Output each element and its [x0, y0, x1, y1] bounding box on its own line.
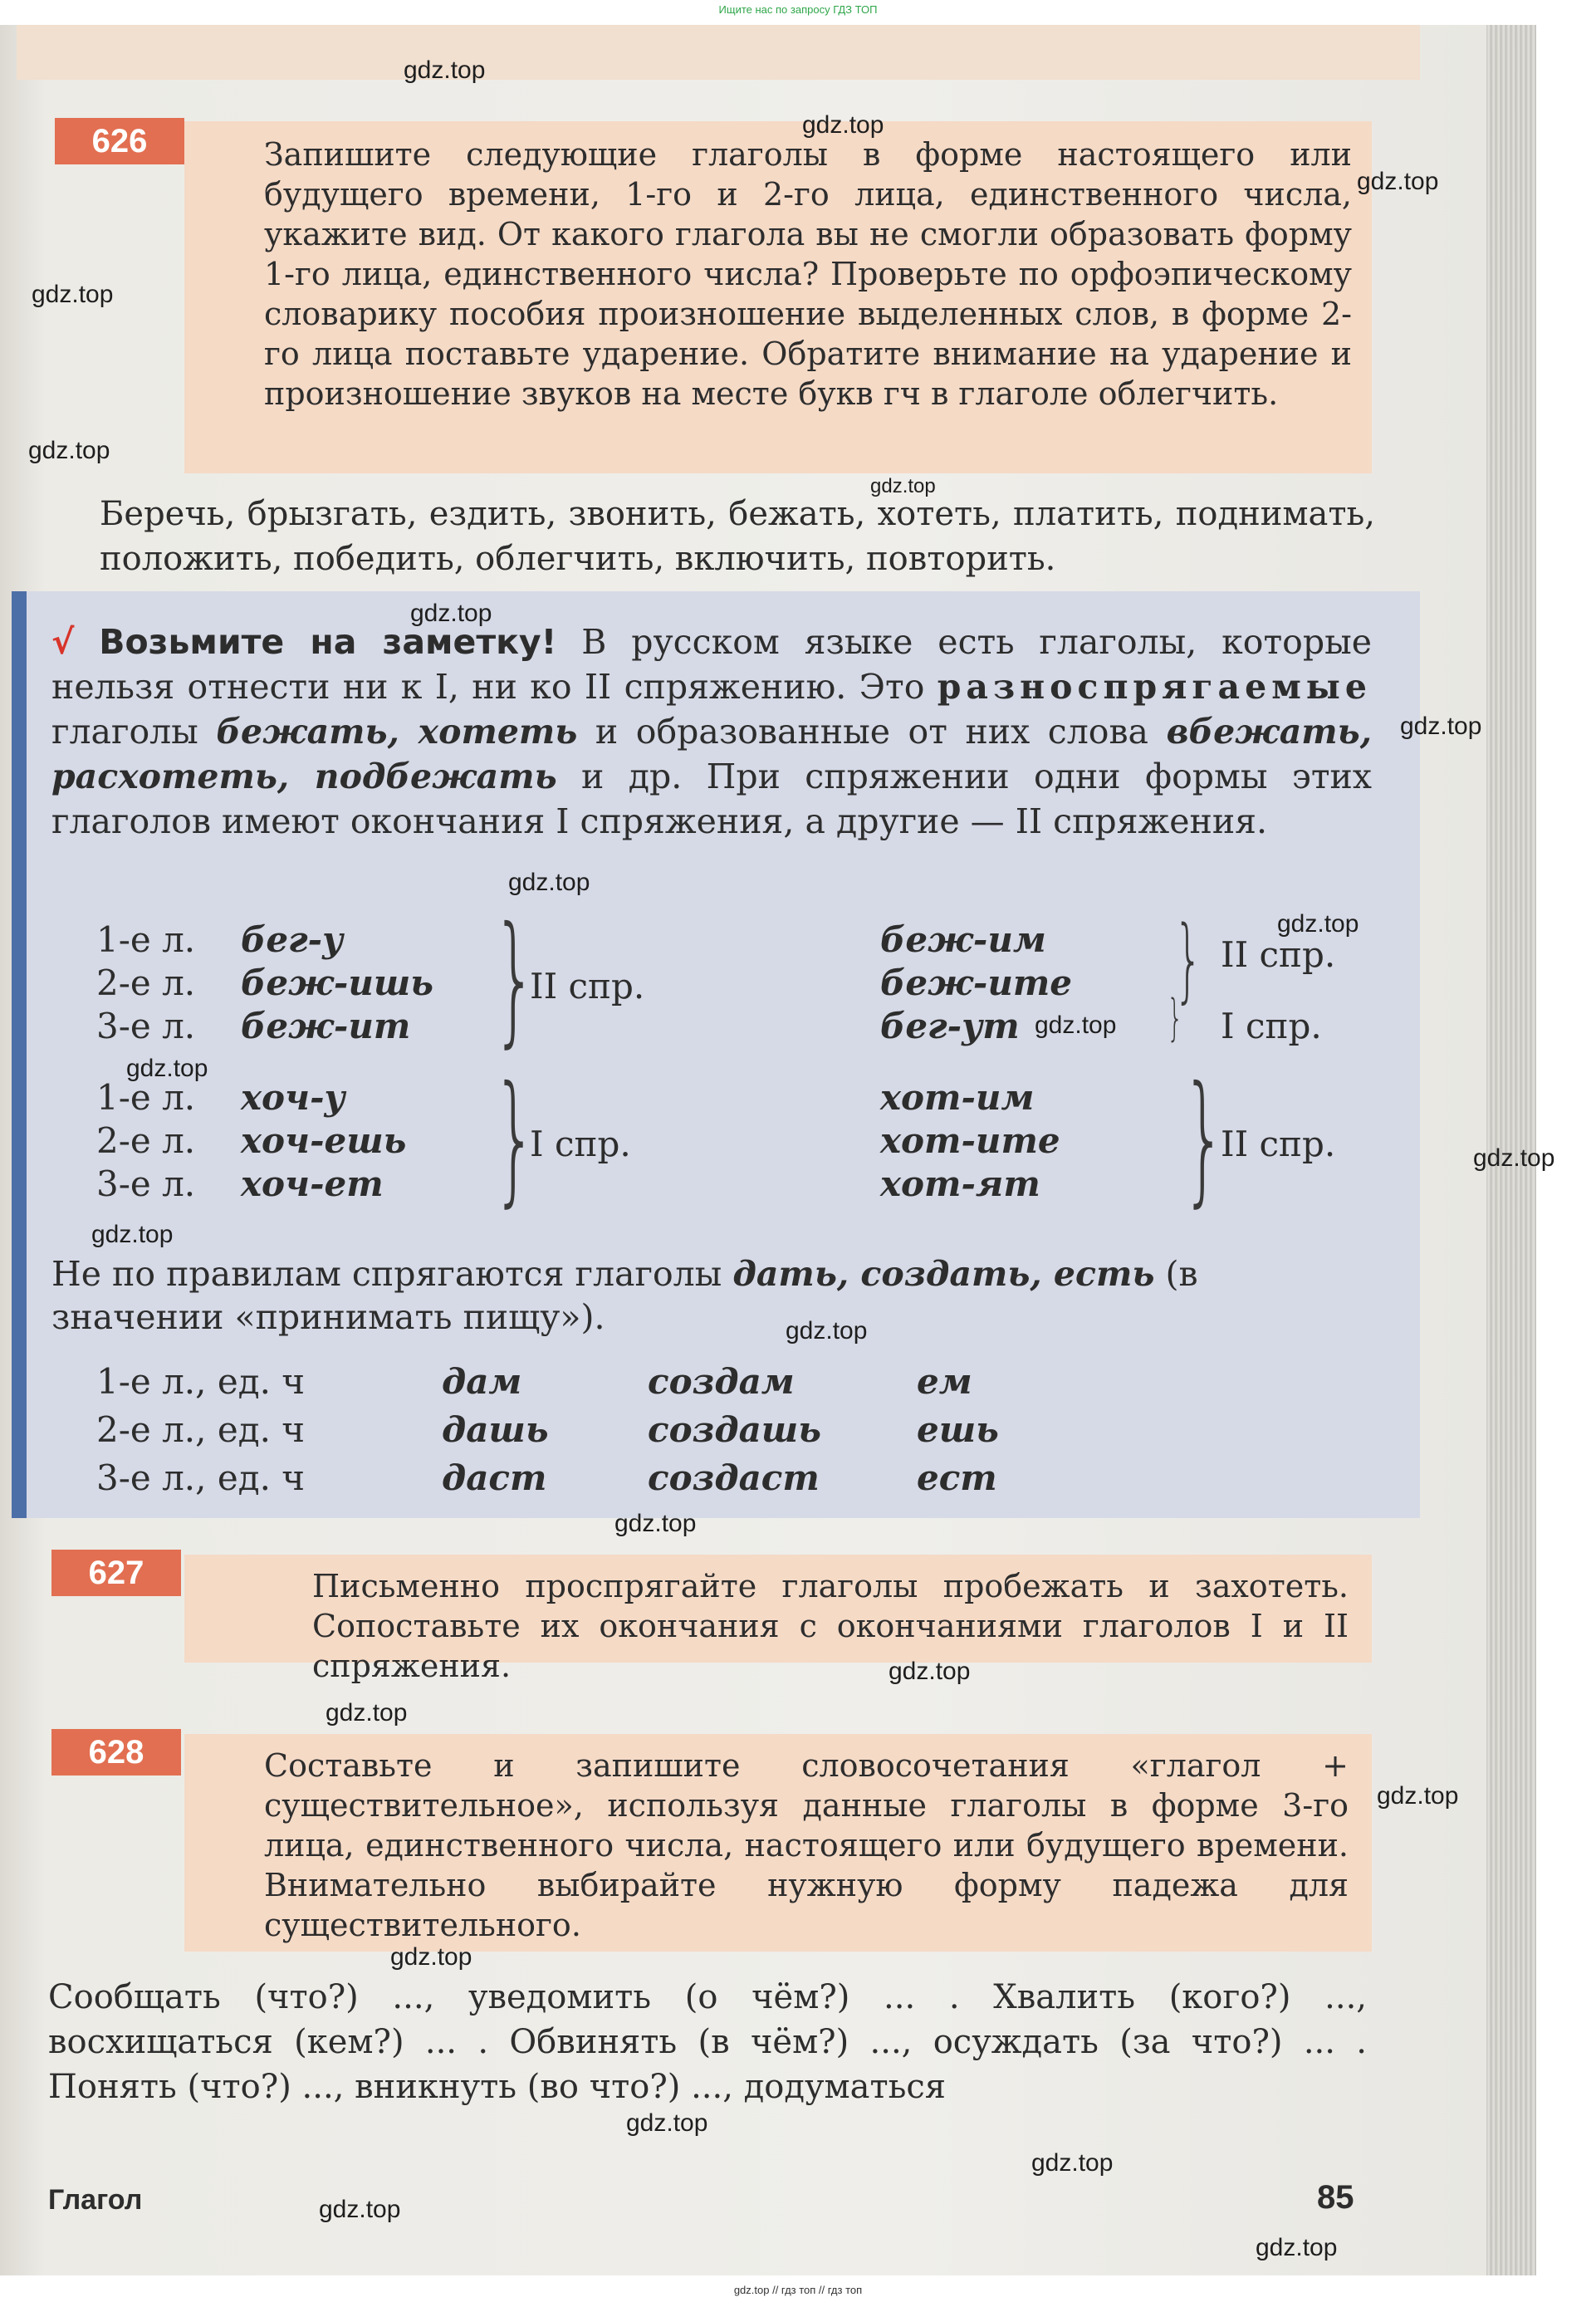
hotet-person-1: 1-е л.: [96, 1077, 196, 1118]
irr-sozdat-1: создам: [648, 1361, 795, 1402]
note-verbs: бежать, хотеть: [216, 712, 578, 752]
bezhat-sg-2: беж-ишь: [241, 962, 434, 1003]
watermark: gdz.top: [1035, 1011, 1117, 1039]
note-accent-bar: [12, 591, 27, 1518]
watermark: gdz.top: [28, 437, 110, 464]
irr-est-2: ешь: [917, 1409, 999, 1450]
irregular-intro-a: Не по правилам спрягаются глаголы: [51, 1254, 722, 1294]
watermark: gdz.top: [91, 1221, 174, 1248]
hotet-pl-1: хот-им: [880, 1077, 1035, 1118]
brace-icon: }: [1167, 989, 1183, 1047]
bezhat-pl-conj-2: I спр.: [1221, 1006, 1322, 1046]
watermark: gdz.top: [614, 1510, 697, 1537]
irregular-intro: [51, 1252, 1372, 1339]
hotet-pl-conj: II спр.: [1221, 1124, 1336, 1164]
note-text-c: глаголы: [51, 712, 198, 752]
watermark: gdz.top: [1277, 910, 1359, 938]
watermark: gdz.top: [1400, 713, 1482, 740]
brace-icon: }: [1173, 906, 1203, 1012]
bezhat-sg-3: беж-ит: [241, 1006, 411, 1046]
note-derived-verbs: вбежать, расхотеть, подбежать: [51, 712, 1372, 796]
watermark: gdz.top: [126, 1055, 208, 1082]
task-628-number: 628: [51, 1729, 181, 1776]
watermark: gdz.top: [870, 475, 936, 497]
bottom-banner: gdz.top // гдз топ // гдз топ: [733, 2284, 863, 2296]
task-628-words: Сообщать (что?) ..., уведомить (о чём?) ... . Хвалить (кого?) ..., восхищаться (кем?) ... . Обвинять (в чём?) ..., осуждать (за что?) ... . Понять (что?) ..., вникнуть (во что?) ..., додуматься: [48, 1978, 1367, 2106]
irr-sozdat-2: создашь: [648, 1409, 821, 1450]
task-627-text: Письменно проспрягайте глаголы пробежать и захотеть. Сопоставьте их окончания с окончаниями глаголов I и II спряжения.: [312, 1568, 1349, 1684]
irr-est-3: ест: [917, 1457, 997, 1498]
watermark: gdz.top: [889, 1658, 971, 1685]
irr-person-2: 2-е л., ед. ч: [96, 1409, 306, 1450]
watermark: gdz.top: [390, 1943, 472, 1971]
bezhat-person-1: 1-е л.: [96, 919, 196, 960]
hotet-sg-3: хоч-ет: [241, 1163, 384, 1204]
watermark: gdz.top: [1031, 2149, 1114, 2177]
note-title: Возьмите на заметку!: [99, 622, 557, 662]
note-text-g: и др. При спряжении одни формы этих глаголов имеют окончания I спряжения, а другие — II спряжения.: [51, 757, 1372, 841]
hotet-sg-2: хоч-ешь: [241, 1120, 407, 1161]
watermark: gdz.top: [319, 2196, 401, 2223]
watermark: gdz.top: [786, 1317, 868, 1345]
hotet-person-2: 2-е л.: [96, 1120, 196, 1161]
task-627-number: 627: [51, 1550, 181, 1596]
brace-icon: }: [492, 1056, 538, 1221]
top-banner: Ищите нас по запросу ГДЗ ТОП: [718, 3, 878, 16]
page-number: 85: [1317, 2179, 1354, 2216]
check-icon: √: [51, 622, 75, 662]
task-626-text: Запишите следующие глаголы в форме настоящего или будущего времени, 1-го и 2-го лица, единственного числа, укажите вид. От какого глагола вы не смогли образовать форму 1-го лица, единственного числа? Проверьте по орфоэпическому словарику пособия произношение выделенных слов, в форме 2-го лица поставьте ударение. Обратите внимание на ударение и произношение звуков на месте букв гч в глаголе облегчить.: [264, 136, 1352, 412]
bezhat-pl-2: беж-ите: [880, 962, 1073, 1003]
note-term: разноспрягаемые: [937, 667, 1372, 707]
watermark: gdz.top: [1377, 1782, 1459, 1810]
bezhat-sg-conj: II спр.: [530, 966, 645, 1007]
watermark: gdz.top: [410, 600, 492, 627]
watermark: gdz.top: [32, 281, 114, 308]
bezhat-person-3: 3-е л.: [96, 1006, 196, 1046]
irr-dat-2: дашь: [442, 1409, 549, 1450]
brace-icon: }: [1182, 1056, 1227, 1221]
irr-person-1: 1-е л., ед. ч: [96, 1361, 306, 1402]
hotet-pl-2: хот-ите: [880, 1120, 1060, 1161]
watermark: gdz.top: [326, 1699, 408, 1727]
task-628-text: Составьте и запишите словосочетания «глагол + существительное», используя данные глаголы в форме 3-го лица, единственного числа, настоящего или будущего времени. Внимательно выбирайте нужную форму падежа для существительного.: [264, 1747, 1349, 1943]
watermark: gdz.top: [1357, 168, 1439, 195]
watermark: gdz.top: [626, 2109, 708, 2137]
top-strip: [17, 25, 1420, 80]
note-text-e: и образованные от них слова: [595, 712, 1148, 752]
watermark: gdz.top: [508, 869, 590, 896]
irregular-verbs: дать, создать, есть: [732, 1254, 1155, 1294]
irr-person-3: 3-е л., ед. ч: [96, 1457, 306, 1498]
irregular-intro-c: (в значении «принимать пищу»).: [51, 1254, 1198, 1337]
task-626-words: Беречь, брызгать, ездить, звонить, бежать, хотеть, платить, поднимать, положить, победить, облегчить, включить, повторить.: [100, 495, 1375, 578]
bezhat-sg-1: бег-у: [241, 919, 344, 960]
hotet-sg-1: хоч-у: [241, 1077, 345, 1118]
watermark: gdz.top: [802, 111, 884, 139]
watermark: gdz.top: [1473, 1144, 1555, 1172]
footer-section: Глагол: [48, 2184, 143, 2216]
brace-icon: }: [492, 897, 538, 1061]
bezhat-pl-conj-1: II спр.: [1221, 934, 1336, 975]
note-paragraph: [51, 620, 1372, 844]
hotet-person-3: 3-е л.: [96, 1163, 196, 1204]
watermark: gdz.top: [404, 56, 486, 84]
bezhat-pl-1: беж-им: [880, 919, 1046, 960]
irr-est-1: ем: [917, 1361, 972, 1402]
watermark: gdz.top: [1256, 2234, 1338, 2261]
irr-dat-3: даст: [442, 1457, 547, 1498]
note-text-a: В русском языке есть глаголы, которые нельзя отнести ни к I, ни ко II спряжению. Это: [51, 622, 1372, 707]
bezhat-person-2: 2-е л.: [96, 962, 196, 1003]
irr-sozdat-3: создаст: [648, 1457, 820, 1498]
task-626-number: 626: [55, 118, 184, 164]
bezhat-pl-3: бег-ут: [880, 1006, 1020, 1046]
irr-dat-1: дам: [442, 1361, 522, 1402]
hotet-pl-3: хот-ят: [880, 1163, 1040, 1204]
hotet-sg-conj: I спр.: [530, 1124, 631, 1164]
